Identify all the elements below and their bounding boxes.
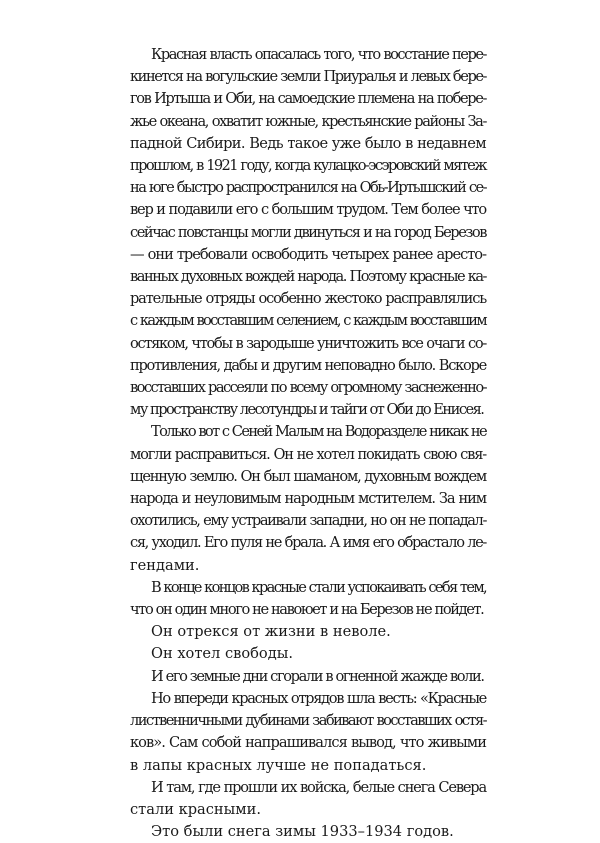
text-line: стали красными. bbox=[130, 800, 261, 818]
text-line: падной Сибири. Ведь такое уже было в недавнем bbox=[130, 134, 486, 152]
text-line: остяком, чтобы в зародыше уничтожить все очаги со- bbox=[130, 334, 486, 352]
text-line: жье океана, охватит южные, крестьянские районы За- bbox=[130, 112, 486, 130]
paragraph bbox=[130, 643, 486, 665]
text-line: И его земные дни сгорали в огненной жажде воли. bbox=[151, 667, 484, 685]
text-line: охотились, ему устраивали западни, но он не попадал- bbox=[130, 512, 486, 530]
paragraph bbox=[130, 44, 486, 421]
text-line: Это были снега зимы 1933–1934 годов. bbox=[151, 823, 454, 841]
paragraph bbox=[130, 577, 486, 621]
text-line: вер и подавили его с большим трудом. Тем более что bbox=[130, 201, 486, 219]
text-line: кинется на вогульские земли Приуралья и левых бере- bbox=[130, 68, 486, 86]
paragraph bbox=[130, 666, 486, 688]
text-line: сейчас повстанцы могли двинуться и на город Березов bbox=[130, 223, 486, 241]
text-line: гов Иртыша и Оби, на самоедские племена на побере- bbox=[130, 90, 486, 108]
text-line: в лапы красных лучше не попадаться. bbox=[130, 756, 427, 774]
text-line: Красная власть опасалась того, что восстание пере- bbox=[151, 46, 486, 63]
text-line: И там, где прошли их войска, белые снега Севера bbox=[151, 778, 486, 796]
text-line: прошлом, в 1921 году, когда кулацко-эсэровский мятеж bbox=[130, 157, 486, 175]
paragraph bbox=[130, 688, 486, 777]
text-line: что он один много не навоюет и на Березов не пойдет. bbox=[130, 601, 484, 619]
text-line: народа и неуловимым народным мстителем. За ним bbox=[130, 490, 486, 508]
paragraph bbox=[130, 621, 486, 643]
text-line: противления, дабы и другим неповадно было. Вскоре bbox=[130, 356, 486, 374]
text-line: рательные отряды особенно жестоко расправлялись bbox=[130, 290, 486, 308]
text-line: гендами. bbox=[130, 556, 200, 574]
text-line: восставших рассеяли по всему огромному заснеженно- bbox=[130, 379, 486, 397]
text-line: му пространству лесотундры и тайги от Оби до Енисея. bbox=[130, 401, 484, 419]
text-line: могли расправиться. Он не хотел покидать свою свя- bbox=[130, 445, 486, 463]
body-text bbox=[130, 44, 486, 843]
text-line: Только вот с Сеней Малым на Водоразделе никак не bbox=[151, 423, 486, 441]
text-line: ванных духовных вождей народа. Поэтому красные ка- bbox=[130, 268, 486, 286]
text-line: ся, уходил. Его пуля не брала. А имя его обрастало ле- bbox=[130, 534, 486, 552]
paragraph bbox=[130, 821, 486, 843]
text-line: на юге быстро распространился на Обь-Иртышский се- bbox=[130, 179, 486, 197]
text-line: — они требовали освободить четырех ранее аресто- bbox=[130, 245, 486, 263]
text-line: Он отрекся от жизни в неволе. bbox=[151, 623, 391, 641]
text-line: ков». Сам собой напрашивался вывод, что живыми bbox=[130, 734, 486, 752]
text-line: Он хотел свободы. bbox=[151, 645, 293, 663]
text-line: щенную землю. Он был шаманом, духовным вождем bbox=[130, 467, 486, 485]
text-line: с каждым восставшим селением, с каждым восставшим bbox=[130, 312, 486, 330]
text-line: Но впереди красных отрядов шла весть: «Красные bbox=[151, 689, 486, 707]
text-line: В конце концов красные стали успокаивать себя тем, bbox=[151, 578, 486, 596]
text-line: лиственничными дубинами забивают восставших остя- bbox=[130, 712, 486, 730]
paragraph bbox=[130, 777, 486, 821]
paragraph bbox=[130, 421, 486, 576]
